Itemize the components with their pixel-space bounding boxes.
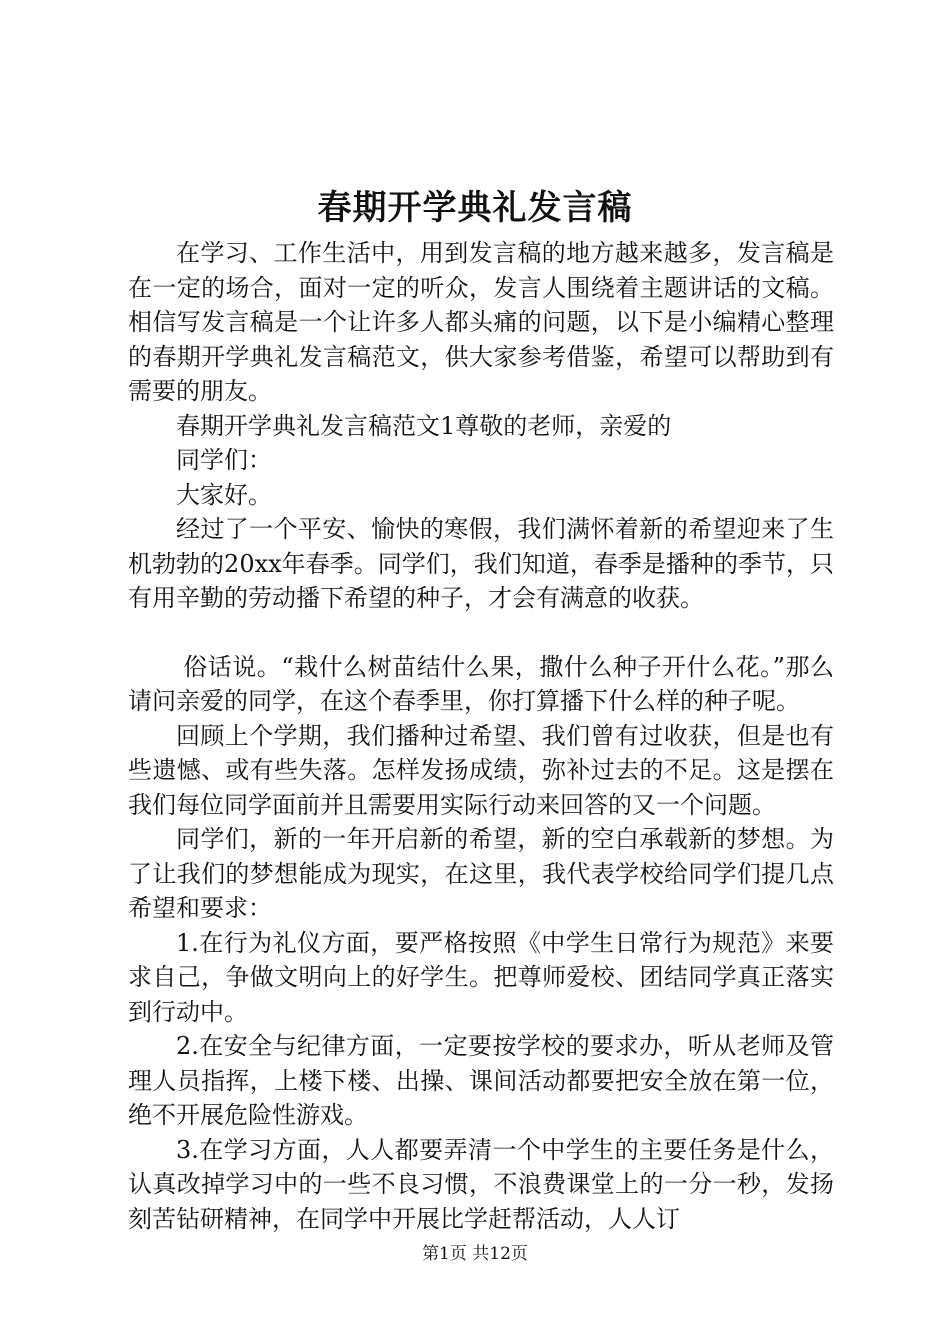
paragraph-greeting: 大家好。 — [176, 480, 272, 509]
paragraph-sample-heading: 春期开学典礼发言稿范文1尊敬的老师，亲爱的 — [176, 411, 672, 440]
document-body — [128, 236, 834, 1236]
paragraph-new-year: 同学们，新的一年开启新的希望，新的空白承载新的梦想。为了让我们的梦想能成为现实，在这里，我代表学校给同学们提几点希望和要求： — [128, 825, 834, 922]
paragraph-review: 回顾上个学期，我们播种过希望、我们曾有过收获，但是也有些遗憾、或有些失落。怎样发扬成绩，弥补过去的不足。这是摆在我们每位同学面前并且需要用实际行动来回答的又一个问题。 — [128, 721, 834, 819]
paragraph-intro: 在学习、工作生活中，用到发言稿的地方越来越多，发言稿是在一定的场合，面对一定的听众，发言人围绕着主题讲话的文稿。相信写发言稿是一个让许多人都头痛的问题，以下是小编精心整理的春期开学典礼发言稿范文，供大家参考借鉴，希望可以帮助到有需要的朋友。 — [128, 239, 834, 405]
paragraph-proverb: 俗话说。“栽什么树苗结什么果，撒什么种子开什么花。”那么请问亲爱的同学，在这个春季里，你打算播下什么样的种子呢。 — [128, 652, 834, 715]
paragraph-item-2: 2.在安全与纪律方面，一定要按学校的要求办，听从老师及管理人员指挥，上楼下楼、出操、课间活动都要把安全放在第一位，绝不开展危险性游戏。 — [128, 1032, 834, 1129]
page-number-footer: 第1页 共12页 — [422, 1244, 528, 1264]
paragraph-spring: 经过了一个平安、愉快的寒假，我们满怀着新的希望迎来了生机勃勃的20xx年春季。同学们，我们知道，春季是播种的季节，只有用辛勤的劳动播下希望的种子，才会有满意的收获。 — [128, 515, 834, 612]
paragraph-salutation: 同学们： — [176, 446, 272, 474]
paragraph-item-3: 3.在学习方面，人人都要弄清一个中学生的主要任务是什么，认真改掉学习中的一些不良习惯，不浪费课堂上的一分一秒，发扬刻苦钻研精神，在同学中开展比学赶帮活动，人人订 — [128, 1135, 834, 1233]
document-title: 春期开学典礼发言稿 — [317, 188, 633, 228]
paragraph-item-1: 1.在行为礼仪方面，要严格按照《中学生日常行为规范》来要求自己，争做文明向上的好学生。把尊师爱校、团结同学真正落实到行动中。 — [128, 928, 834, 1026]
